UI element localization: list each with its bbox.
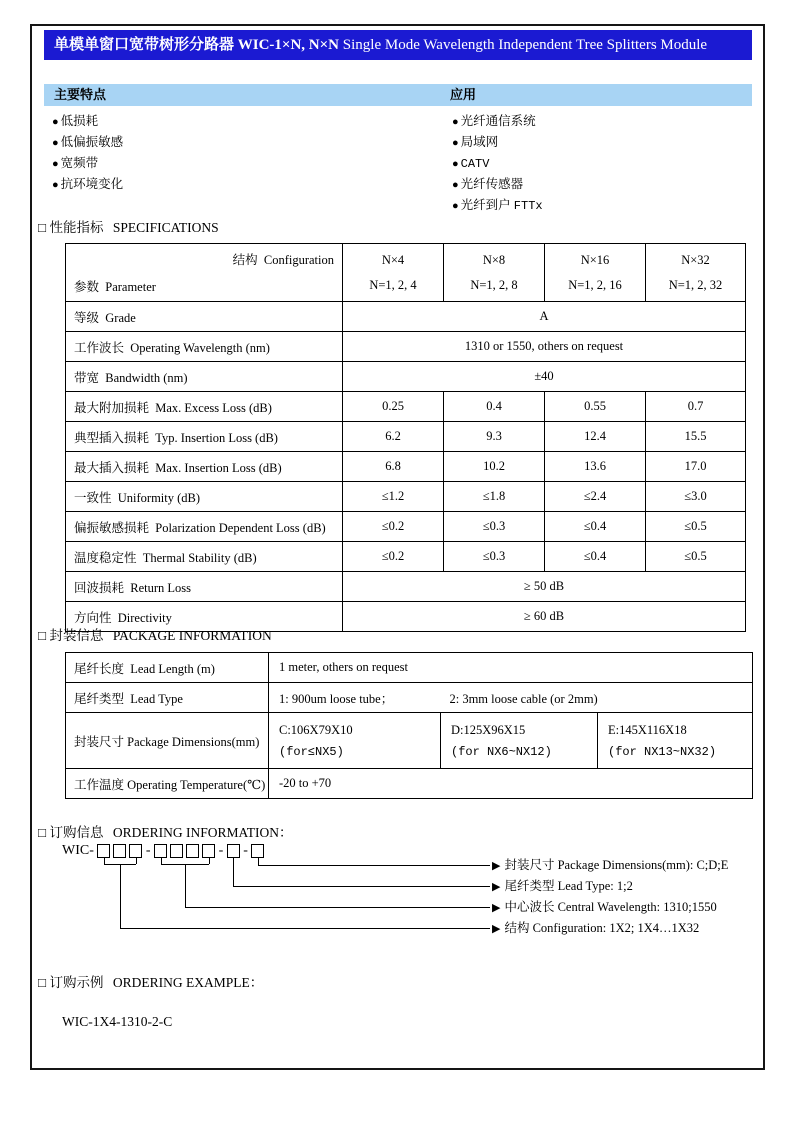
spec-value: ≤1.2 <box>343 482 444 512</box>
ordering-code-prefix: WIC- <box>62 843 94 858</box>
spec-value: ±40 <box>343 362 746 392</box>
application-label: 局域网 <box>460 135 499 149</box>
package-row-label: 尾纤长度 Lead Length (m) <box>66 653 269 683</box>
spec-row-label: 典型插入损耗 Typ. Insertion Loss (dB) <box>66 422 343 452</box>
spec-row-label: 最大附加损耗 Max. Excess Loss (dB) <box>66 392 343 422</box>
package-value: 1 meter, others on request <box>269 653 753 683</box>
feature-label: 抗环境变化 <box>60 177 124 191</box>
spec-column-header <box>646 244 746 302</box>
spec-corner-parameter: 参数 Parameter <box>74 280 156 294</box>
code-box <box>113 844 126 858</box>
dot-bullet-icon: ● <box>52 116 59 128</box>
spec-value: ≤0.5 <box>646 512 746 542</box>
specifications-heading-en: SPECIFICATIONS <box>112 220 219 235</box>
arrow-right-icon: ▶ <box>492 860 501 872</box>
spec-column-header <box>343 244 444 302</box>
spec-value: ≥ 50 dB <box>343 572 746 602</box>
spec-row-label: 回波损耗 Return Loss <box>66 572 343 602</box>
package-row-label: 尾纤类型 Lead Type <box>66 683 269 713</box>
ordering-label-text: 结构 Configuration: 1X2; 1X4…1X32 <box>504 921 700 935</box>
package-dimension-cell <box>598 713 753 769</box>
arrow-right-icon: ▶ <box>492 923 501 935</box>
spec-row-label: 带宽 Bandwidth (nm) <box>66 362 343 392</box>
spec-value: 10.2 <box>444 452 545 482</box>
spec-row <box>66 512 746 542</box>
spec-row-label: 一致性 Uniformity (dB) <box>66 482 343 512</box>
package-value: -20 to +70 <box>269 769 753 799</box>
arrow-right-icon: ▶ <box>492 902 501 914</box>
connector-line <box>185 907 490 908</box>
dot-bullet-icon: ● <box>452 116 459 128</box>
feature-item <box>52 111 123 132</box>
spec-row <box>66 572 746 602</box>
feature-item <box>52 132 123 153</box>
dot-bullet-icon: ● <box>52 158 59 170</box>
package-row <box>66 683 753 713</box>
square-bullet-icon: □ <box>38 825 47 840</box>
spec-value: 0.4 <box>444 392 545 422</box>
spec-column-n: N=1, 2, 4 <box>369 277 417 292</box>
spec-value: 12.4 <box>545 422 646 452</box>
specifications-heading-zh: 性能指标 <box>49 220 104 235</box>
application-label: 光纤传感器 <box>460 177 524 191</box>
spec-row-label: 偏振敏感损耗 Polarization Dependent Loss (dB) <box>66 512 343 542</box>
ordering-label <box>492 921 699 935</box>
code-box <box>97 844 110 858</box>
ordering-code-line <box>62 843 734 859</box>
connector-line <box>258 858 259 865</box>
ordering-label-text: 封装尺寸 Package Dimensions(mm): C;D;E <box>504 858 729 872</box>
spec-value: ≤0.4 <box>545 542 646 572</box>
feature-label: 低损耗 <box>60 114 99 128</box>
ordering-example-code: WIC-1X4-1310-2-C <box>62 1014 173 1029</box>
package-row <box>66 769 753 799</box>
package-dimension-size: E:145X116X18 <box>608 722 687 737</box>
spec-value: 0.25 <box>343 392 444 422</box>
package-dimension-cell <box>441 713 598 769</box>
spec-value: 15.5 <box>646 422 746 452</box>
code-box <box>202 844 215 858</box>
dot-bullet-icon: ● <box>52 179 59 191</box>
package-row <box>66 713 753 769</box>
spec-value: ≤2.4 <box>545 482 646 512</box>
ordering-label <box>492 858 728 872</box>
spec-value: ≤0.3 <box>444 512 545 542</box>
applications-list <box>452 111 543 216</box>
application-item <box>452 132 543 153</box>
arrow-right-icon: ▶ <box>492 881 501 893</box>
code-box <box>129 844 142 858</box>
code-dash: - <box>243 843 248 858</box>
application-label: 光纤通信系统 <box>460 114 536 128</box>
ordering-code-diagram <box>62 843 734 951</box>
ordering-label-text: 中心波长 Central Wavelength: 1310;1550 <box>504 900 717 914</box>
code-box <box>186 844 199 858</box>
connector-line <box>209 858 210 864</box>
connector-line <box>258 865 490 866</box>
spec-value: ≤0.5 <box>646 542 746 572</box>
application-item <box>452 195 543 216</box>
spec-row-label: 最大插入损耗 Max. Insertion Loss (dB) <box>66 452 343 482</box>
spec-row <box>66 482 746 512</box>
ordering-label <box>492 879 633 893</box>
connector-line <box>185 864 186 907</box>
package-dimension-range: (for NX6~NX12) <box>451 744 552 759</box>
spec-value: 0.7 <box>646 392 746 422</box>
spec-row-label: 等级 Grade <box>66 302 343 332</box>
spec-column-config: N×32 <box>681 252 710 267</box>
application-label: FTTx <box>513 199 543 213</box>
connector-line <box>233 886 490 887</box>
code-box <box>154 844 167 858</box>
spec-column-header <box>444 244 545 302</box>
code-box <box>170 844 183 858</box>
spec-row <box>66 422 746 452</box>
spec-column-config: N×16 <box>580 252 610 267</box>
applications-header: 应用 <box>450 87 477 102</box>
package-dimension-range: (for≤NX5) <box>279 744 344 759</box>
code-box <box>251 844 264 858</box>
spec-column-n: N=1, 2, 8 <box>470 277 518 292</box>
spec-value: A <box>343 302 746 332</box>
spec-column-n: N=1, 2, 32 <box>668 277 723 292</box>
code-dash: - <box>218 843 224 858</box>
features-header: 主要特点 <box>54 87 107 102</box>
feature-item <box>52 153 123 174</box>
spec-column-n: N=1, 2, 16 <box>568 277 622 292</box>
ordering-heading <box>38 821 293 841</box>
spec-value: ≤3.0 <box>646 482 746 512</box>
application-label: CATV <box>460 157 490 171</box>
spec-value: 1310 or 1550, others on request <box>343 332 746 362</box>
spec-row <box>66 302 746 332</box>
ordering-example-heading <box>38 971 263 991</box>
spec-row-label: 温度稳定性 Thermal Stability (dB) <box>66 542 343 572</box>
package-heading-zh: 封装信息 <box>49 628 104 643</box>
spec-column-config: N×8 <box>482 252 506 267</box>
page-title-model: 单模单窗口宽带树形分路器 WIC-1×N, N×N <box>54 37 340 53</box>
package-row <box>66 653 753 683</box>
spec-row <box>66 542 746 572</box>
package-dimension-range: (for NX13~NX32) <box>608 744 717 759</box>
spec-row <box>66 362 746 392</box>
spec-row <box>66 332 746 362</box>
package-table <box>65 652 753 799</box>
spec-value: ≤0.4 <box>545 512 646 542</box>
spec-value: 6.8 <box>343 452 444 482</box>
title-bar <box>44 30 752 60</box>
features-header-band <box>44 84 752 106</box>
spec-value: ≤1.8 <box>444 482 545 512</box>
application-item <box>452 111 543 132</box>
square-bullet-icon: □ <box>38 975 47 990</box>
application-label: 光纤到户 <box>460 198 514 212</box>
ordering-heading-zh: 订购信息 <box>49 825 104 840</box>
feature-label: 低偏振敏感 <box>60 135 124 149</box>
spec-header-row <box>66 244 746 302</box>
spec-value: 0.55 <box>545 392 646 422</box>
spec-column-config: N×4 <box>381 252 405 267</box>
page-title-en: Single Mode Wavelength Independent Tree Splitters Module <box>339 37 708 53</box>
spec-row <box>66 392 746 422</box>
spec-value: ≤0.2 <box>343 542 444 572</box>
package-heading-en: PACKAGE INFORMATION <box>112 628 272 643</box>
spec-row-label: 工作波长 Operating Wavelength (nm) <box>66 332 343 362</box>
square-bullet-icon: □ <box>38 628 47 643</box>
package-row-label: 封装尺寸 Package Dimensions(mm) <box>66 713 269 769</box>
ordering-label-text: 尾纤类型 Lead Type: 1;2 <box>504 879 633 893</box>
document-frame <box>30 24 765 1070</box>
dot-bullet-icon: ● <box>452 200 459 212</box>
dot-bullet-icon: ● <box>452 179 459 191</box>
connector-line <box>233 858 234 886</box>
specifications-heading <box>38 216 219 236</box>
spec-value: 9.3 <box>444 422 545 452</box>
dot-bullet-icon: ● <box>452 137 459 149</box>
dot-bullet-icon: ● <box>52 137 59 149</box>
spec-value: ≥ 60 dB <box>343 602 746 632</box>
application-item <box>452 153 543 174</box>
package-dimension-size: C:106X79X10 <box>279 722 353 737</box>
spec-corner-configuration: 结构 Configuration <box>232 253 334 267</box>
package-dimension-cell <box>269 713 441 769</box>
example-heading-en: ORDERING EXAMPLE： <box>112 975 264 990</box>
package-row-label: 工作温度 Operating Temperature(℃) <box>66 769 269 799</box>
code-dash: - <box>145 843 151 858</box>
package-value: 1: 900um loose tube； 2: 3mm loose cable (or 2mm) <box>269 683 753 713</box>
spec-value: 17.0 <box>646 452 746 482</box>
features-list <box>52 111 123 195</box>
package-heading <box>38 624 272 644</box>
code-box <box>227 844 240 858</box>
connector-line <box>120 928 490 929</box>
ordering-label <box>492 900 717 914</box>
ordering-heading-en: ORDERING INFORMATION： <box>112 825 293 840</box>
spec-value: ≤0.2 <box>343 512 444 542</box>
feature-label: 宽频带 <box>60 156 99 170</box>
specifications-table <box>65 243 746 632</box>
example-heading-zh: 订购示例 <box>49 975 104 990</box>
application-item <box>452 174 543 195</box>
spec-value: ≤0.3 <box>444 542 545 572</box>
square-bullet-icon: □ <box>38 220 47 235</box>
dot-bullet-icon: ● <box>452 158 459 170</box>
connector-line <box>120 864 121 928</box>
spec-row-label: 方向性 Directivity <box>66 602 343 632</box>
spec-corner-cell <box>66 244 343 302</box>
spec-value: 6.2 <box>343 422 444 452</box>
spec-column-header <box>545 244 646 302</box>
spec-value: 13.6 <box>545 452 646 482</box>
feature-item <box>52 174 123 195</box>
connector-line <box>136 858 137 864</box>
spec-row <box>66 452 746 482</box>
package-dimension-size: D:125X96X15 <box>451 722 526 737</box>
